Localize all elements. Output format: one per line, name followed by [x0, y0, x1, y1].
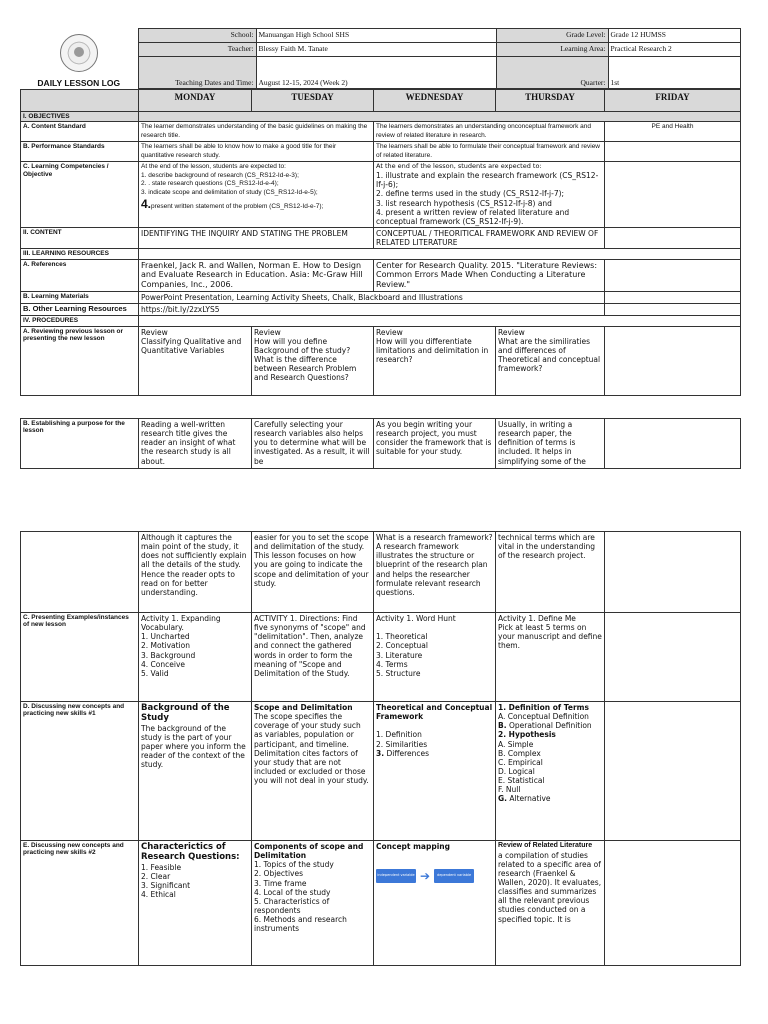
competency-item: 1. describe background of research (CS_RS12-Id-e-3);: [141, 171, 299, 179]
proc-c-wednesday: Activity 1. Word Hunt 1. Theoretical 2. Conceptual 3. Literature 4. Terms 5. Structure: [374, 613, 496, 702]
proc-a-wednesday: Review How will you differentiate limitations and delimitation in research?: [374, 326, 496, 395]
school-value: Manuangan High School SHS: [256, 29, 496, 43]
word-hunt-item: 5. Structure: [376, 668, 421, 678]
content-mon-tue: IDENTIFYING THE INQUIRY AND STATING THE PROBLEM: [139, 227, 374, 248]
label-materials: B. Learning Materials: [21, 291, 139, 303]
content-wed-thu: CONCEPTUAL / THEORITICAL FRAMEWORK AND REVIEW OF RELATED LITERATURE: [374, 227, 605, 248]
quarter-label: Quarter:: [496, 57, 608, 89]
proc-b-monday: Reading a well-written research title gives the reader an insight of what the research study is all about.: [139, 419, 252, 469]
proc-b-wednesday-cont: What is a research framework? A research framework illustrates the structure or blueprint of the research plan and helps the researcher formulate relevant research questions.: [374, 532, 496, 613]
teacher-value: Blessy Faith M. Tanate: [256, 43, 496, 57]
dependent-variable-box: dependent variable: [434, 869, 474, 883]
label-proc-a: A. Reviewing previous lesson or presenting the new lesson: [21, 326, 139, 395]
grade-label: Grade Level:: [496, 29, 608, 43]
competencies-intro: At the end of the lesson, students are expected to:: [141, 163, 286, 171]
competencies-wed-thu: [374, 162, 605, 228]
proc-a-monday: Review Classifying Qualitative and Quantitative Variables: [139, 326, 252, 395]
day-header-monday: MONDAY: [139, 90, 252, 112]
references-wed-thu: Center for Research Quality. 2015. "Literature Reviews: Common Errors Made When Conducting a Literature Review.": [374, 259, 605, 291]
area-value: Practical Research 2: [608, 43, 740, 57]
section-objectives: I. OBJECTIVES: [21, 112, 139, 122]
day-header-thursday: THURSDAY: [496, 90, 605, 112]
vocab-item: 5. Valid: [141, 668, 169, 678]
competency-item: 4. present a written review of related literature and conceptual framework (CS_RS12-If-j-9).: [376, 207, 570, 226]
proc-b-tuesday: Carefully selecting your research variables also helps you to determine what will be investigated. As a result, it will be: [252, 419, 374, 469]
word-hunt-item: 4. Terms: [376, 659, 408, 669]
corner-cell: [21, 90, 139, 112]
label-resources: III. LEARNING RESOURCES: [21, 249, 139, 259]
vocab-item: 3. Background: [141, 650, 196, 660]
proc-e-wednesday: Concept mapping independent variable ➔ dependent variable: [374, 841, 496, 966]
proc-b-thursday: Usually, in writing a research paper, the definition of terms is included. It helps in simplifying some of the: [496, 419, 605, 469]
proc-c-monday: Activity 1. Expanding Vocabulary. 1. Uncharted 2. Motivation 3. Background 4. Conceive 5. Valid: [139, 613, 252, 702]
word-hunt-item: 2. Conceptual: [376, 641, 428, 651]
day-header-friday: FRIDAY: [605, 90, 741, 112]
label-content: II. CONTENT: [21, 227, 139, 248]
proc-a-thursday: Review What are the similiraties and differences of Theoretical and conceptual framework?: [496, 326, 605, 395]
other-resources-link[interactable]: https://bit.ly/2zxLYS5: [139, 304, 605, 316]
proc-d-thursday: 1. Definition of Terms A. Conceptual Definition B. Operational Definition 2. Hypothesis A. Simple B. Complex C. Empirical D. Logical E. Statistical F. Null G. Alternative: [496, 702, 605, 841]
proc-b-tuesday-cont: easier for you to set the scope and delimitation of the study. This lesson focuses on how you are going to indicate the scope and delimitation of your study.: [252, 532, 374, 613]
teacher-label: Teacher:: [138, 43, 256, 57]
proc-e-tuesday: Components of scope and Delimitation 1. Topics of the study 2. Objectives 3. Time frame 4. Local of the study 5. Characteristics of respondents 6. Methods and research instruments: [252, 841, 374, 966]
proc-a-tuesday: Review How will you define Background of the study? What is the difference between Research Problem and Research Questions?: [252, 326, 374, 395]
area-label: Learning Area:: [496, 43, 608, 57]
document-title: DAILY LESSON LOG: [37, 77, 121, 88]
vocab-item: 4. Conceive: [141, 659, 185, 669]
competency-item: 1. illustrate and explain the research framework (CS_RS12-If-j-6);: [376, 171, 599, 190]
competency-item: 3. list research hypothesis (CS_RS12-If-j-8) and: [376, 198, 552, 208]
concept-map-diagram: [376, 869, 493, 883]
references-mon-tue: Fraenkel, Jack R. and Wallen, Norman E. How to Design and Evaluate Research in Education. Asia: Mc-Graw Hill Companies, Inc., 2006.: [139, 259, 374, 291]
lesson-log-table-page2: [20, 531, 740, 966]
word-hunt-item: 1. Theoretical: [376, 632, 428, 642]
proc-e-monday: Characterictics of Research Questions: 1. Feasible 2. Clear 3. Significant 4. Ethical: [139, 841, 252, 966]
deped-logo-cell: [20, 29, 138, 89]
proc-c-tuesday: ACTIVITY 1. Directions: Find five synonyms of "scope" and "delimitation". Then, analyze and connect the gathered words in order to form the meaning of "Scope and Delimitation of the Study.: [252, 613, 374, 702]
learning-materials: PowerPoint Presentation, Learning Activity Sheets, Chalk, Blackboard and Illustrations: [139, 291, 605, 303]
lesson-log-table-page1-b: [20, 418, 740, 469]
proc-d-tuesday: Scope and Delimitation The scope specifies the coverage of your study such as variables, population or participant, and timeline. Delimitation cites factors of your study that are not included or excluded or those you will not deal in your study.: [252, 702, 374, 841]
word-hunt-item: 3. Literature: [376, 650, 423, 660]
label-proc-c: C. Presenting Examples/instances of new lesson: [21, 613, 139, 702]
grade-value: Grade 12 HUMSS: [608, 29, 740, 43]
proc-c-thursday: Activity 1. Define Me Pick at least 5 terms on your manuscript and define them.: [496, 613, 605, 702]
content-standard-wed-thu: The learners demonstrates an understanding onconceptual framework and review of related literature in research.: [374, 122, 605, 142]
competency-item: 2. . state research questions (CS_RS12-Id-e-4);: [141, 180, 279, 188]
label-other-resources: B. Other Learning Resources: [21, 304, 139, 316]
label-competencies: C. Learning Competencies / Objective: [21, 162, 139, 228]
dates-label: Teaching Dates and Time:: [138, 57, 256, 89]
content-standard-fri: PE and Health: [605, 122, 741, 142]
competency-item: 3. indicate scope and delimitation of study (CS_RS12-Id-e-5);: [141, 188, 318, 196]
performance-mon-tue: The learners shall be able to know how to make a good title for their quantitative research study.: [139, 142, 374, 162]
label-proc-b: B. Establishing a purpose for the lesson: [21, 419, 139, 469]
lesson-log-table-page1: [20, 89, 740, 396]
label-proc-e: E. Discussing new concepts and practicing new skills #2: [21, 841, 139, 966]
label-procedures: IV. PROCEDURES: [21, 316, 139, 326]
performance-wed-thu: The learners shall be able to formulate their conceptual framework and review of related literature.: [374, 142, 605, 162]
competencies-intro: At the end of the lesson, students are expected to:: [376, 162, 542, 171]
label-content-standard: A. Content Standard: [21, 122, 139, 142]
proc-b-thursday-cont: technical terms which are vital in the understanding of the research project.: [496, 532, 605, 613]
label-references: A. References: [21, 259, 139, 291]
dates-value: August 12-15, 2024 (Week 2): [256, 57, 496, 89]
arrow-right-icon: ➔: [420, 869, 431, 884]
vocab-item: 1. Uncharted: [141, 632, 190, 642]
label-performance-standards: B. Performance Standards: [21, 142, 139, 162]
content-standard-mon-tue: The learner demonstrates understanding of the basic guidelines on making the research title.: [139, 122, 374, 142]
day-header-wednesday: WEDNESDAY: [374, 90, 496, 112]
competency-item: 4.present written statement of the problem (CS_RS12-Id-e-7);: [141, 196, 324, 211]
school-label: School:: [138, 29, 256, 43]
proc-d-monday: Background of the Study The background of the study is the part of your paper where you inform the reader of the context of the study.: [139, 702, 252, 841]
competency-item: 2. define terms used in the study (CS_RS12-If-j-7);: [376, 189, 565, 199]
proc-e-thursday: Review of Related Literature a compilation of studies related to a specific area of research (Fraenkel & Wallen, 2020). It evaluates, classifies and summarizes all the relevant previous studies conducted on a specified topic. It is: [496, 841, 605, 966]
deped-seal-logo: [60, 34, 98, 72]
day-header-tuesday: TUESDAY: [252, 90, 374, 112]
proc-b-monday-cont: Although it captures the main point of the study, it does not sufficiently explain all the details of the study. Hence the reader opts to read on for better understanding.: [139, 532, 252, 613]
proc-d-wednesday: Theoretical and Conceptual Framework 1. Definition 2. Similarities 3. Differences: [374, 702, 496, 841]
quarter-value: 1st: [608, 57, 740, 89]
competencies-mon-tue: [139, 162, 374, 228]
vocab-item: 2. Motivation: [141, 641, 191, 651]
lesson-log-header: [20, 28, 740, 89]
label-proc-d: D. Discussing new concepts and practicing new skills #1: [21, 702, 139, 841]
independent-variable-box: independent variable: [376, 869, 416, 883]
proc-b-wednesday: As you begin writing your research project, you must consider the framework that is suitable for your study.: [374, 419, 496, 469]
